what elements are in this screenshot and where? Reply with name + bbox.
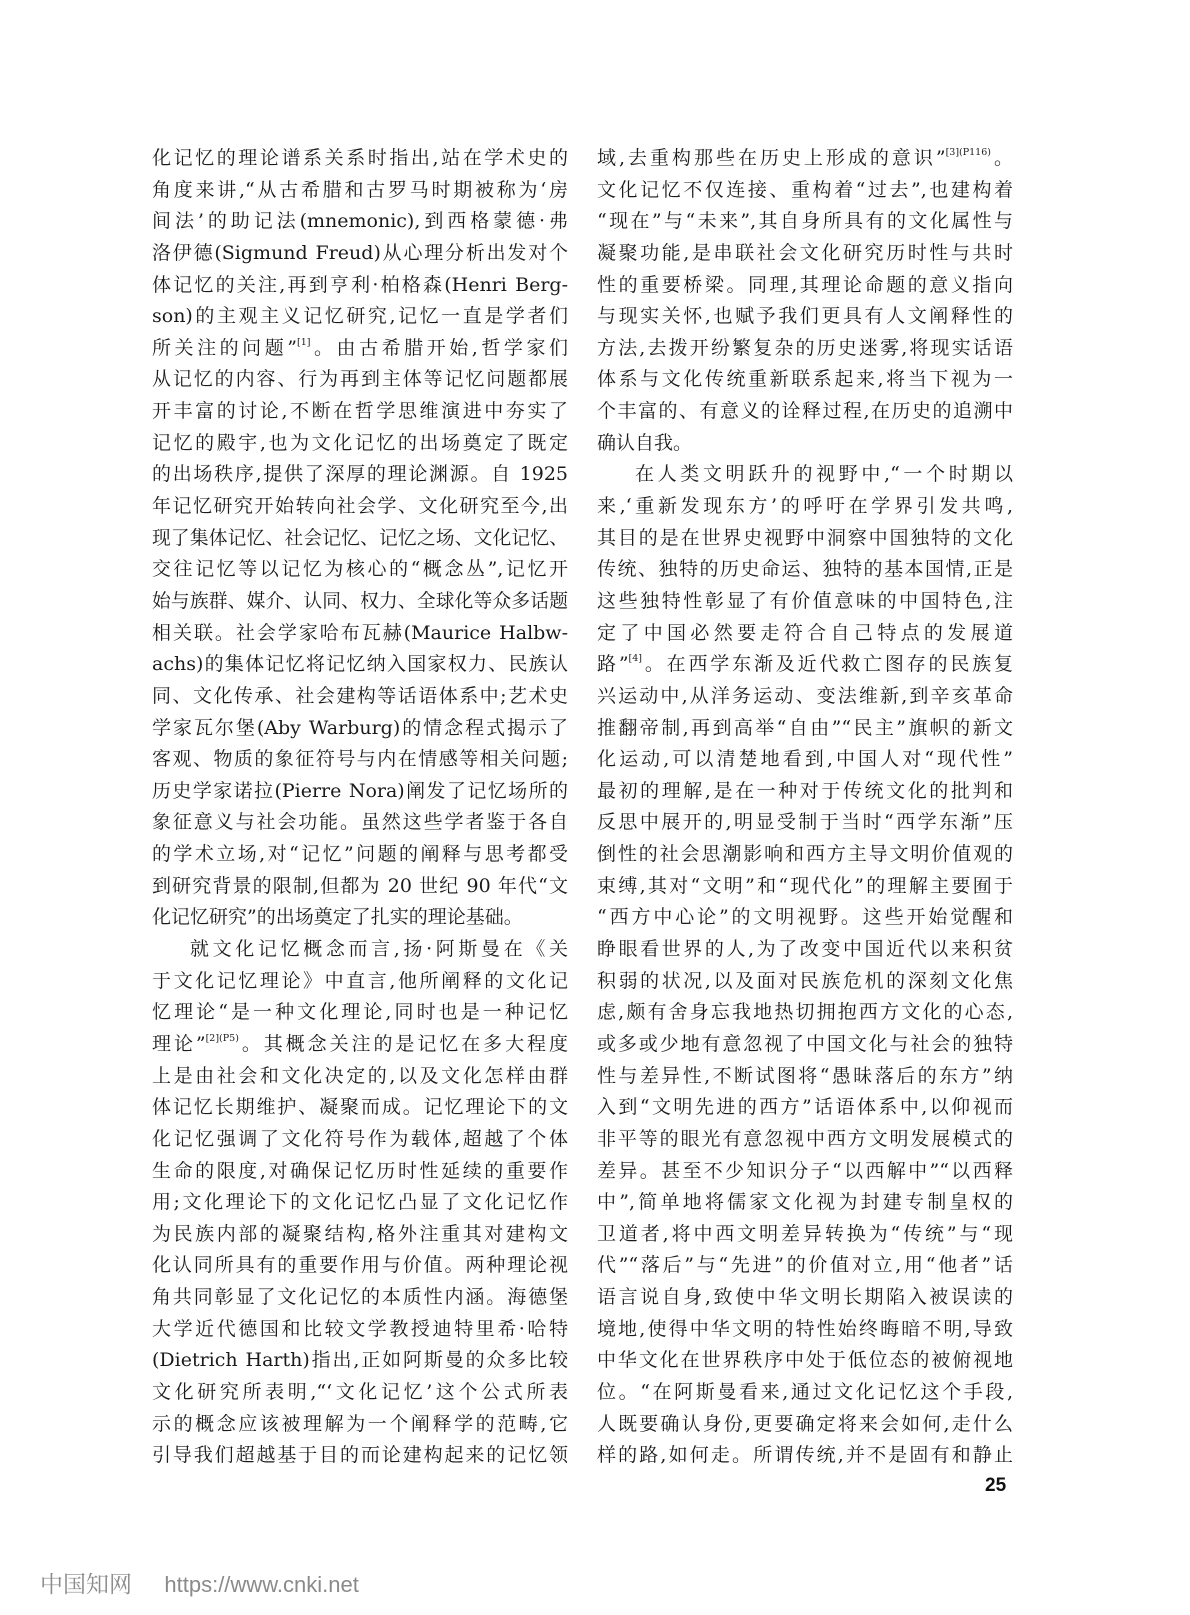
line-text: achs)的集体记忆将记忆纳入国家权力、民族认: [152, 653, 568, 676]
text-line: [152, 301, 568, 333]
line-text: 中”,简单地将儒家文化视为封建专制皇权的: [597, 1191, 1013, 1214]
line-text: 定了中国必然要走符合自己特点的发展道: [597, 621, 1013, 644]
line-text: 客观、物质的象征符号与内在情感等相关问题;: [152, 748, 568, 771]
line-text: 在人类文明跃升的视野中,“一个时期以: [635, 463, 1013, 486]
text-line: [152, 238, 568, 270]
line-text: 从记忆的内容、行为再到主体等记忆问题都展: [152, 368, 568, 391]
line-text: 示的概念应该被理解为一个阐释学的范畴,它: [152, 1412, 568, 1435]
text-line: [152, 1187, 568, 1219]
line-text: 卫道者,将中西文明差异转换为“传统”与“现: [597, 1222, 1013, 1245]
text-line: [152, 1219, 568, 1251]
line-text: 倒性的社会思潮影响和西方主导文明价值观的: [597, 843, 1013, 866]
text-line: [597, 428, 1013, 460]
text-line: [597, 776, 1013, 808]
line-text: 的出场秩序,提供了深厚的理论渊源。自 1925: [152, 463, 568, 486]
line-text-continued: 。其概念关注的是记忆在多大程度: [238, 1032, 568, 1055]
text-line: [597, 491, 1013, 523]
cnki-watermark: [40, 1566, 359, 1599]
line-text: 代”“落后”与“先进”的价值对立,用“他者”话: [597, 1254, 1013, 1277]
text-line: [597, 713, 1013, 745]
line-text: 化认同所具有的重要作用与价值。两种理论视: [152, 1254, 568, 1277]
text-line: [597, 1092, 1013, 1124]
text-line: [597, 554, 1013, 586]
line-text: 凝聚功能,是串联社会文化研究历时性与共时: [597, 241, 1013, 264]
line-text: 非平等的眼光有意忽视中西方文明发展模式的: [597, 1127, 1013, 1150]
text-line: [597, 618, 1013, 650]
line-text: 虑,颇有舍身忘我地热切拥抱西方文化的心态,: [597, 1001, 1013, 1024]
text-line: [152, 206, 568, 238]
line-text: 交往记忆等以记忆为核心的“概念丛”,记忆开: [152, 558, 568, 581]
text-line: [152, 902, 568, 934]
line-text: 开丰富的讨论,不断在哲学思维演进中夯实了: [152, 400, 568, 423]
text-line: [152, 871, 568, 903]
watermark-url[interactable]: https://www.cnki.net: [164, 1572, 359, 1597]
line-text: 路”: [597, 653, 629, 676]
line-text: 入到“文明先进的西方”话语体系中,以仰视而: [597, 1096, 1013, 1119]
left-column: [152, 143, 568, 1472]
line-text: 束缚,其对“文明”和“现代化”的理解主要囿于: [597, 874, 1013, 897]
text-line: [152, 713, 568, 745]
line-text: 兴运动中,从洋务运动、变法维新,到辛亥革命: [597, 684, 1013, 707]
text-line: [152, 649, 568, 681]
line-text: 个丰富的、有意义的诠释过程,在历史的追溯中: [597, 400, 1013, 423]
line-text: “现在”与“未来”,其自身所具有的文化属性与: [597, 210, 1013, 233]
text-line: [152, 807, 568, 839]
text-line: [597, 523, 1013, 555]
text-line: [152, 1377, 568, 1409]
line-text: 性的重要桥梁。同理,其理论命题的意义指向: [597, 273, 1013, 296]
text-line: [597, 1345, 1013, 1377]
line-text: 睁眼看世界的人,为了改变中国近代以来积贫: [597, 938, 1013, 961]
line-text: son)的主观主义记忆研究,记忆一直是学者们: [152, 305, 568, 328]
line-text: 理论”: [152, 1032, 206, 1055]
text-line: [597, 270, 1013, 302]
text-line: [597, 143, 1013, 175]
text-line: [597, 586, 1013, 618]
text-line: [152, 1409, 568, 1441]
line-text: 积弱的状况,以及面对民族危机的深刻文化焦: [597, 969, 1013, 992]
line-text: 引导我们超越基于目的而论建构起来的记忆领: [152, 1444, 568, 1467]
line-text: 确认自我。: [597, 431, 693, 454]
text-line: [597, 396, 1013, 428]
text-line: [152, 143, 568, 175]
line-text: 角度来讲,“从古希腊和古罗马时期被称为‘房: [152, 178, 568, 201]
text-line: [152, 523, 568, 555]
line-text: 来,‘重新发现东方’的呼吁在学界引发共鸣,: [597, 495, 1013, 518]
line-text: 中华文化在世界秩序中处于低位态的被俯视地: [597, 1349, 1013, 1372]
line-text: (Dietrich Harth)指出,正如阿斯曼的众多比较: [152, 1349, 568, 1372]
text-line: [597, 1124, 1013, 1156]
line-text: “西方中心论”的文明视野。这些开始觉醒和: [597, 906, 1013, 929]
line-text: 的学术立场,对“记忆”问题的阐释与思考都受: [152, 843, 568, 866]
text-line: [152, 428, 568, 460]
line-text: 生命的限度,对确保记忆历时性延续的重要作: [152, 1159, 568, 1182]
line-text: 间法’的助记法(mnemonic),到西格蒙德·弗: [152, 210, 568, 233]
line-text: 上是由社会和文化决定的,以及文化怎样由群: [152, 1064, 568, 1087]
text-line: [152, 1282, 568, 1314]
text-line: [597, 459, 1013, 491]
line-text: 性与差异性,不断试图将“愚昧落后的东方”纳: [597, 1064, 1013, 1087]
text-line: [597, 681, 1013, 713]
page-number: 25: [985, 1475, 1007, 1496]
text-line: [152, 396, 568, 428]
text-line: [597, 1250, 1013, 1282]
citation-superscript: [4]: [628, 653, 643, 665]
text-line: [152, 333, 568, 365]
line-text: 年记忆研究开始转向社会学、文化研究至今,出: [152, 495, 568, 518]
text-line: [597, 1314, 1013, 1346]
line-text: 化记忆研究”的出场奠定了扎实的理论基础。: [152, 906, 523, 929]
line-text: 传统、独特的历史命运、独特的基本国情,正是: [597, 558, 1013, 581]
line-text: 文化研究所表明,“‘文化记忆’这个公式所表: [152, 1380, 568, 1403]
text-line: [152, 1250, 568, 1282]
line-text: 与现实关怀,也赋予我们更具有人文阐释性的: [597, 305, 1013, 328]
text-line: [597, 238, 1013, 270]
line-text: 人既要确认身份,更要确定将来会如何,走什么: [597, 1412, 1013, 1435]
text-line: [152, 270, 568, 302]
text-line: [152, 1156, 568, 1188]
line-text: 体记忆的关注,再到亨利·柏格森(Henri Berg-: [152, 273, 568, 296]
text-line: [597, 839, 1013, 871]
line-text: 其目的是在世界史视野中洞察中国独特的文化: [597, 526, 1013, 549]
line-text: 境地,使得中华文明的特性始终晦暗不明,导致: [597, 1317, 1013, 1340]
line-text: 相关联。社会学家哈布瓦赫(Maurice Halbw-: [152, 621, 568, 644]
line-text: 历史学家诺拉(Pierre Nora)阐发了记忆场所的: [152, 779, 568, 802]
text-line: [597, 966, 1013, 998]
text-line: [152, 776, 568, 808]
text-line: [152, 997, 568, 1029]
text-line: [152, 618, 568, 650]
text-line: [597, 1282, 1013, 1314]
right-column: [597, 143, 1013, 1472]
text-line: [152, 459, 568, 491]
text-line: [152, 1345, 568, 1377]
text-line: [597, 1156, 1013, 1188]
text-line: [597, 1029, 1013, 1061]
line-text: 记忆的殿宇,也为文化记忆的出场奠定了既定: [152, 431, 568, 454]
text-line: [597, 997, 1013, 1029]
line-text: 用;文化理论下的文化记忆凸显了文化记忆作: [152, 1191, 568, 1214]
text-line: [152, 1061, 568, 1093]
text-line: [597, 807, 1013, 839]
line-text: 位。“在阿斯曼看来,通过文化记忆这个手段,: [597, 1380, 1013, 1403]
citation-superscript: [1]: [296, 336, 311, 348]
citation-superscript: [2](P5): [205, 1032, 239, 1044]
text-line: [152, 364, 568, 396]
text-line: [597, 744, 1013, 776]
text-line: [152, 175, 568, 207]
text-line: [152, 1029, 568, 1061]
line-text-continued: 。在西学东渐及近代救亡图存的民族复: [642, 653, 1013, 676]
line-text: 推翻帝制,再到高举“自由”“民主”旗帜的新文: [597, 716, 1013, 739]
line-text: 始与族群、媒介、认同、权力、全球化等众多话题: [152, 590, 568, 612]
line-text-continued: 。: [990, 147, 1013, 169]
text-line: [152, 1124, 568, 1156]
line-text: 到研究背景的限制,但都为 20 世纪 90 年代“文: [152, 874, 568, 897]
text-line: [152, 934, 568, 966]
text-line: [152, 554, 568, 586]
line-text: 角共同彰显了文化记忆的本质性内涵。海德堡: [152, 1286, 568, 1309]
line-text: 象征意义与社会功能。虽然这些学者鉴于各自: [152, 811, 568, 834]
text-line: [152, 839, 568, 871]
text-line: [152, 744, 568, 776]
line-text-continued: 。由古希腊开始,哲学家们: [310, 336, 568, 359]
text-line: [597, 1377, 1013, 1409]
citation-superscript: [3](P116): [945, 147, 991, 158]
line-text: 就文化记忆概念而言,扬·阿斯曼在《关: [190, 938, 568, 961]
text-line: [597, 1061, 1013, 1093]
line-text: 学家瓦尔堡(Aby Warburg)的情念程式揭示了: [152, 716, 568, 739]
text-line: [597, 902, 1013, 934]
line-text: 体记忆长期维护、凝聚而成。记忆理论下的文: [152, 1096, 568, 1119]
line-text: 化记忆强调了文化符号作为载体,超越了个体: [152, 1127, 568, 1150]
line-text: 大学近代德国和比较文学教授迪特里希·哈特: [152, 1317, 568, 1340]
text-line: [597, 1409, 1013, 1441]
text-line: [597, 934, 1013, 966]
text-line: [152, 586, 568, 618]
line-text: 同、文化传承、社会建构等话语体系中;艺术史: [152, 684, 568, 707]
text-line: [597, 364, 1013, 396]
line-text: 样的路,如何走。所谓传统,并不是固有和静止: [597, 1444, 1013, 1467]
line-text: 忆理论“是一种文化理论,同时也是一种记忆: [152, 1001, 568, 1024]
line-text: 化运动,可以清楚地看到,中国人对“现代性”: [597, 748, 1013, 771]
line-text: 化记忆的理论谱系关系时指出,站在学术史的: [152, 147, 568, 169]
text-line: [152, 966, 568, 998]
line-text: 文化记忆不仅连接、重构着“过去”,也建构着: [597, 178, 1013, 201]
text-line: [597, 649, 1013, 681]
text-line: [597, 206, 1013, 238]
line-text: 体系与文化传统重新联系起来,将当下视为一: [597, 368, 1013, 391]
text-line: [152, 1092, 568, 1124]
text-line: [152, 1314, 568, 1346]
line-text: 洛伊德(Sigmund Freud)从心理分析出发对个: [152, 241, 568, 264]
text-line: [152, 681, 568, 713]
text-line: [597, 333, 1013, 365]
text-line: [152, 491, 568, 523]
text-line: [152, 1440, 568, 1472]
line-text: 方法,去拨开纷繁复杂的历史迷雾,将现实话语: [597, 336, 1013, 359]
text-line: [597, 1440, 1013, 1472]
text-line: [597, 1187, 1013, 1219]
text-line: [597, 301, 1013, 333]
line-text: 为民族内部的凝聚结构,格外注重其对建构文: [152, 1222, 568, 1245]
line-text: 这些独特性彰显了有价值意味的中国特色,注: [597, 589, 1013, 612]
text-line: [597, 1219, 1013, 1251]
text-line: [597, 175, 1013, 207]
line-text: 现了集体记忆、社会记忆、记忆之场、文化记忆、: [152, 527, 568, 549]
line-text: 差异。甚至不少知识分子“以西解中”“以西释: [597, 1159, 1013, 1182]
line-text: 最初的理解,是在一种对于传统文化的批判和: [597, 779, 1013, 802]
line-text: 于文化记忆理论》中直言,他所阐释的文化记: [152, 969, 568, 992]
line-text: 所关注的问题”: [152, 336, 297, 359]
watermark-brand: 中国知网: [40, 1571, 132, 1597]
text-line: [597, 871, 1013, 903]
line-text: 域,去重构那些在历史上形成的意识”: [597, 147, 946, 169]
line-text: 反思中展开的,明显受制于当时“西学东渐”压: [597, 811, 1013, 834]
line-text: 语言说自身,致使中华文明长期陷入被误读的: [597, 1286, 1013, 1309]
line-text: 或多或少地有意忽视了中国文化与社会的独特: [597, 1032, 1013, 1055]
